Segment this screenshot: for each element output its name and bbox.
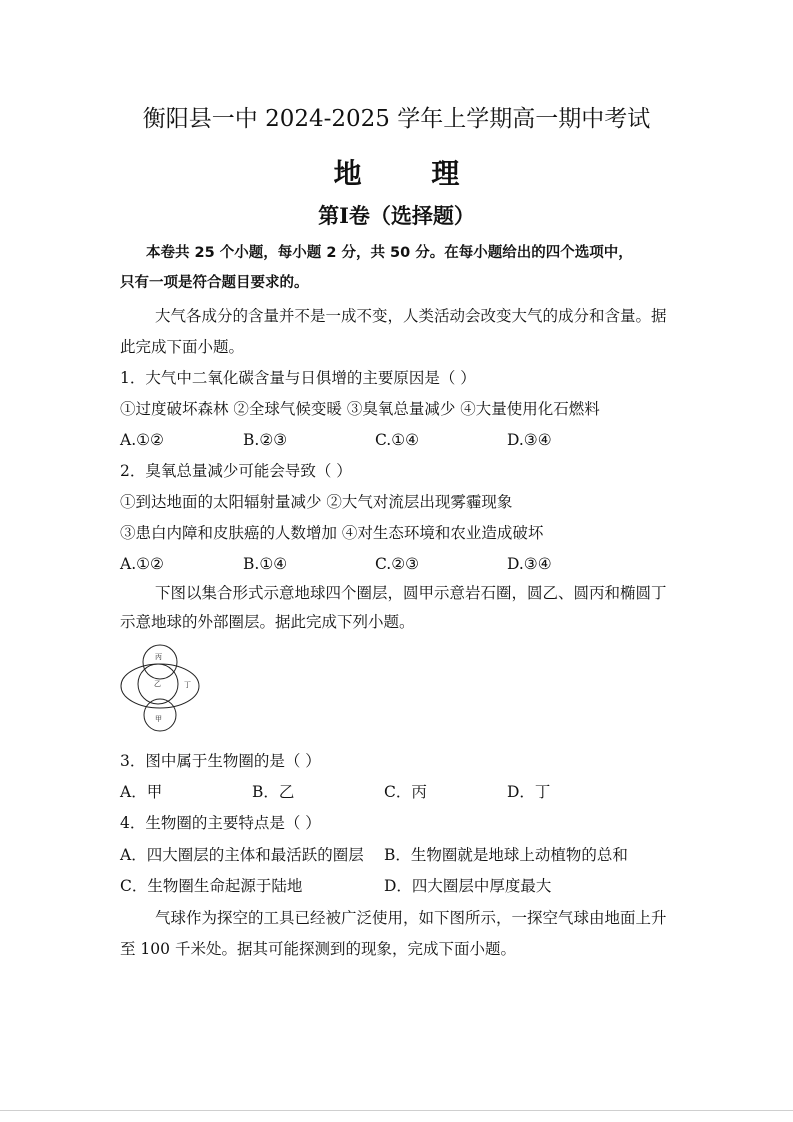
question-2-option-d[interactable]: D.③④	[507, 555, 552, 573]
question-2-option-c[interactable]: C.②③	[375, 555, 420, 573]
question-4-option-a[interactable]: A．四大圈层的主体和最活跃的圈层	[120, 846, 364, 864]
question-3-option-b[interactable]: B．乙	[252, 783, 295, 801]
material-2-line-1: 下图以集合形式示意地球四个圈层，圆甲示意岩石圈，圆乙、圆丙和椭圆丁	[155, 584, 667, 602]
question-3-option-d[interactable]: D．丁	[507, 783, 551, 801]
subject-title: 地 理	[333, 157, 490, 190]
question-2-stem: 2．臭氧总量减少可能会导致（ ）	[120, 462, 352, 480]
question-2-statements-2: ③患白内障和皮肤癌的人数增加 ④对生态环境和农业造成破坏	[120, 524, 544, 542]
material-2-line-2: 示意地球的外部圈层。据此完成下列小题。	[120, 613, 415, 631]
question-4-option-c[interactable]: C．生物圈生命起源于陆地	[120, 877, 303, 895]
question-1-stem: 1．大气中二氧化碳含量与日俱增的主要原因是（ ）	[120, 369, 476, 387]
question-2-option-b[interactable]: B.①④	[243, 555, 288, 573]
question-1-option-a[interactable]: A.①②	[120, 431, 164, 449]
exam-title: 衡阳县一中 2024-2025 学年上学期高一期中考试	[142, 106, 651, 132]
question-1-option-c[interactable]: C.①④	[375, 431, 420, 449]
question-3-option-c[interactable]: C．丙	[384, 783, 427, 801]
circle-bing	[143, 645, 177, 679]
label-yi: 乙	[154, 680, 161, 688]
section-title: 第Ⅰ卷（选择题）	[318, 203, 475, 228]
material-1-line-1: 大气各成分的含量并不是一成不变，人类活动会改变大气的成分和含量。据	[155, 307, 667, 325]
earth-spheres-set-diagram	[118, 642, 208, 732]
material-3-line-1: 气球作为探空的工具已经被广泛使用，如下图所示，一探空气球由地面上升	[155, 909, 667, 927]
question-1-option-b[interactable]: B.②③	[243, 431, 288, 449]
question-3-stem: 3．图中属于生物圈的是（ ）	[120, 752, 321, 770]
label-jia: 甲	[155, 715, 162, 723]
label-bing: 丙	[155, 653, 162, 661]
question-3-option-a[interactable]: A．甲	[120, 783, 163, 801]
question-4-option-d[interactable]: D．四大圈层中厚度最大	[384, 877, 552, 895]
label-ding: 丁	[184, 681, 191, 689]
question-2-statements-1: ①到达地面的太阳辐射量减少 ②大气对流层出现雾霾现象	[120, 493, 513, 511]
question-1-statements: ①过度破坏森林 ②全球气候变暖 ③臭氧总量减少 ④大量使用化石燃料	[120, 400, 600, 418]
question-2-option-a[interactable]: A.①②	[120, 555, 164, 573]
page-bottom-divider	[0, 1110, 793, 1111]
material-1-line-2: 此完成下面小题。	[120, 338, 245, 356]
question-1-option-d[interactable]: D.③④	[507, 431, 552, 449]
instructions-line-1: 本卷共 25 个小题，每小题 2 分，共 50 分。在每小题给出的四个选项中，	[146, 245, 633, 261]
question-4-stem: 4．生物圈的主要特点是（ ）	[120, 814, 321, 832]
material-3-line-2: 至 100 千米处。据其可能探测到的现象，完成下面小题。	[120, 940, 516, 958]
instructions-line-2: 只有一项是符合题目要求的。	[120, 275, 309, 291]
question-4-option-b[interactable]: B．生物圈就是地球上动植物的总和	[384, 846, 628, 864]
